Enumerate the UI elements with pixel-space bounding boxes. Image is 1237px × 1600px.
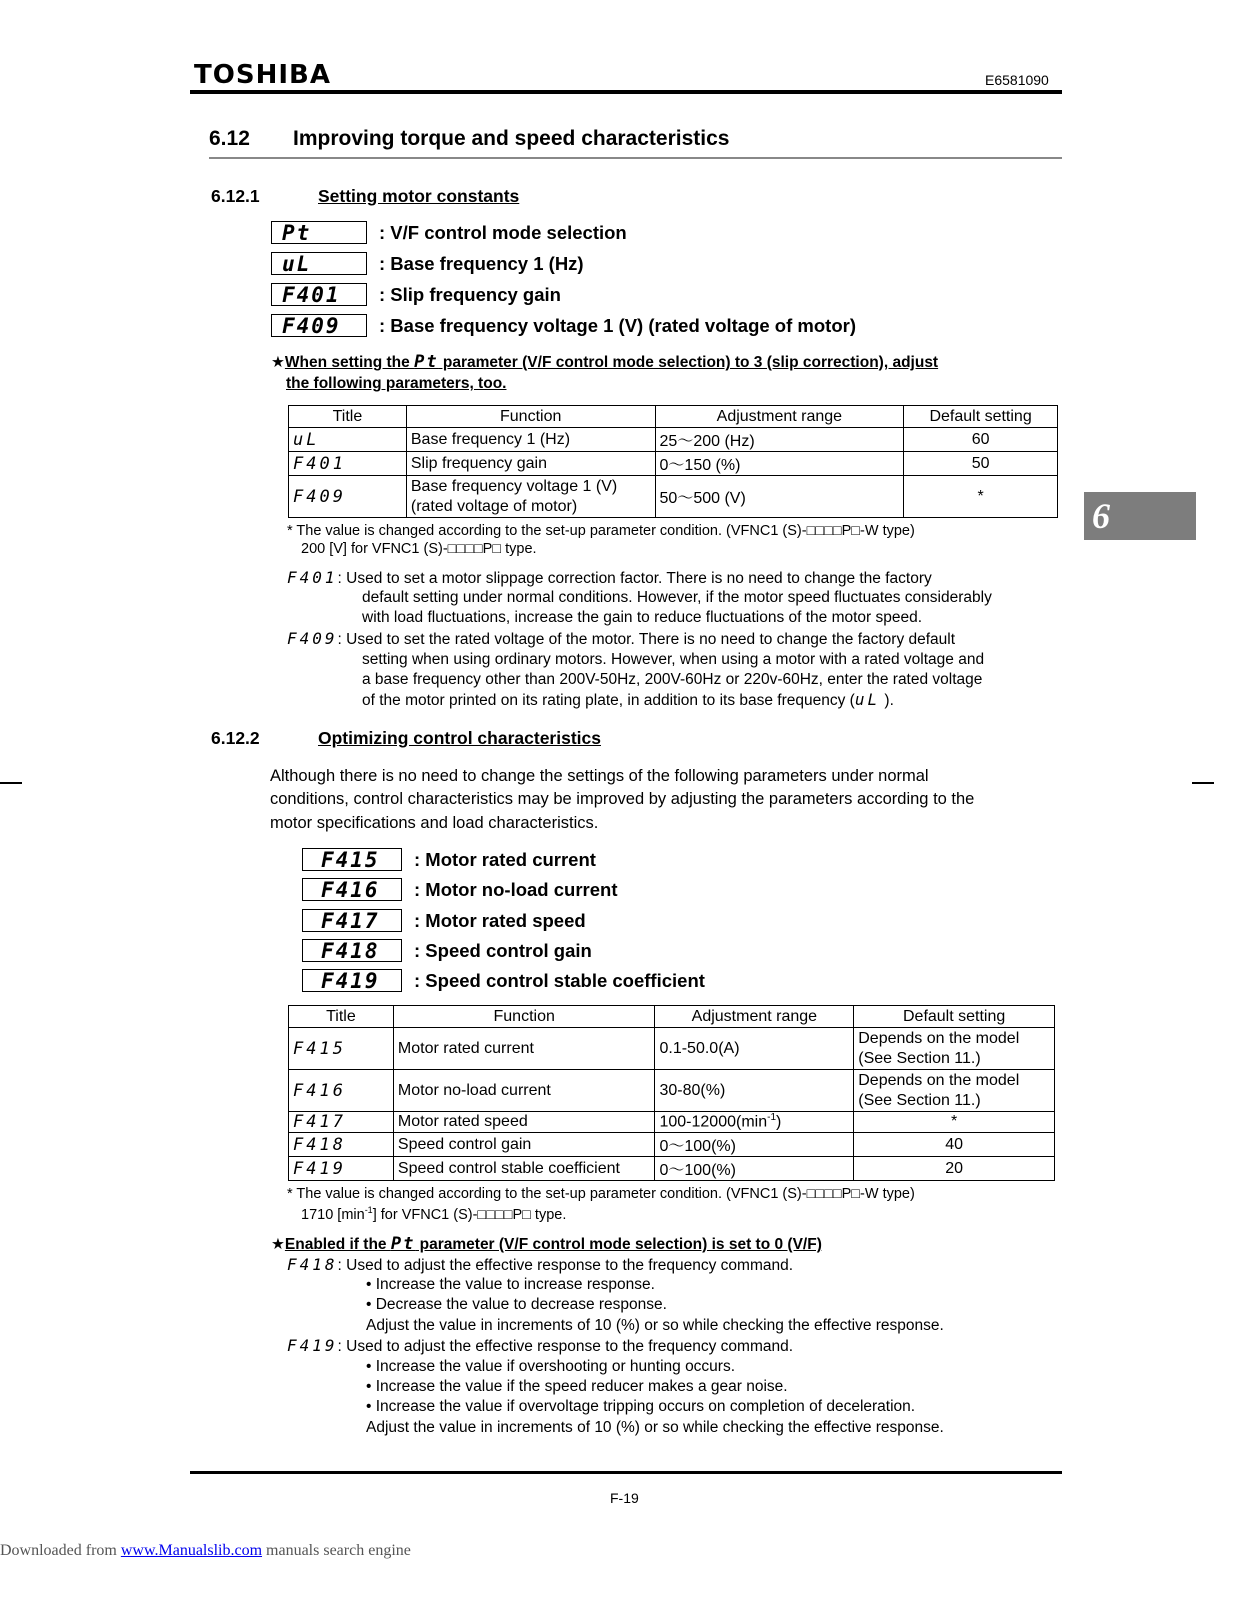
table-cell-function: Slip frequency gain [406,452,655,476]
desc-code: F401 [287,568,338,587]
desc-bullet: • Increase the value to increase response. [366,1276,655,1293]
star-note-post: parameter (V/F control mode selection) to 3 (slip correction), adjust [438,354,939,371]
param-label-pt: : V/F control mode selection [379,222,627,243]
table-cell-title: F417 [289,1112,394,1133]
table-cell-range: 50～500 (V) [655,476,904,518]
table-header: Title [289,406,407,428]
star-note-code: Pt [390,1234,416,1254]
desc-line: : Used to adjust the effective response to the frequency command. [337,1338,794,1355]
table-cell-function: Motor rated current [393,1028,655,1070]
section-number: 6.12 [209,127,250,150]
desc-line: default setting under normal conditions. However, if the motor speed fluctuates considerably [362,589,992,606]
table-header: Adjustment range [655,1006,854,1028]
param-code-pt: Pt [271,221,367,244]
desc-bullet: • Increase the value if the speed reducer makes a gear noise. [366,1378,788,1395]
table-row [289,1112,1055,1133]
star-icon: ★ [271,1236,285,1253]
table-row [289,428,1058,452]
download-footer [0,1542,411,1560]
subsection-heading-2 [211,728,601,749]
table-cell-title: F418 [289,1133,394,1157]
param-label-f418: : Speed control gain [414,940,592,961]
star-note-1-line2: the following parameters, too. [286,375,507,392]
table-row [289,452,1058,476]
table-cell-default [854,1070,1055,1112]
footnote-2-line2 [301,1205,566,1223]
param-code-f401: F401 [271,283,367,306]
table-header: Default setting [904,406,1058,428]
subsection-number: 6.12.2 [211,728,260,748]
desc-f409 [287,629,955,650]
default-line: (See Section 11.) [858,1049,981,1067]
subsection-title: Setting motor constants [318,186,520,206]
range-sup: -1 [767,1112,777,1124]
table-header: Title [289,1006,394,1028]
table-cell-range: 25～200 (Hz) [655,428,904,452]
table-cell-range [655,1112,854,1133]
intro-paragraph [270,765,974,835]
intro-line: motor specifications and load characteristics. [270,813,599,832]
function-line: Base frequency voltage 1 (V) [410,477,618,495]
control-characteristics-table [288,1005,1055,1181]
header-rule [190,90,1062,94]
crop-mark-left [0,782,22,784]
table-header-row [289,1006,1055,1028]
intro-line: conditions, control characteristics may be improved by adjusting the parameters according to the [270,790,975,809]
table-row [289,1028,1055,1070]
desc-f418 [287,1255,793,1276]
param-label-f416: : Motor no-load current [414,879,618,900]
table-cell-function: Base frequency 1 (Hz) [406,428,655,452]
table-cell-title: F416 [289,1070,394,1112]
table-row [289,1133,1055,1157]
subsection-heading-1 [211,186,519,207]
param-code-f409: F409 [271,314,367,337]
table-cell-title: F415 [289,1028,394,1070]
table-cell-default [854,1028,1055,1070]
table-header-row [289,406,1058,428]
page-number: F-19 [610,1490,639,1506]
default-line: Depends on the model [858,1071,1020,1089]
table-header: Function [406,406,655,428]
table-cell-range: 0～100(%) [655,1157,854,1181]
desc-bullet: • Increase the value if overshooting or hunting occurs. [366,1358,736,1375]
download-text: manuals search engine [262,1542,411,1559]
desc-line: setting when using ordinary motors. However, when using a motor with a rated voltage and [362,651,985,668]
param-code-f416: F416 [302,878,402,901]
subsection-number: 6.12.1 [211,186,260,206]
crop-mark-right [1192,782,1214,784]
range-text: 100-12000(min [659,1113,768,1131]
footer-rule [190,1471,1062,1474]
download-text: Downloaded from [0,1542,121,1559]
manualslib-link[interactable]: www.Manualslib.com [120,1542,263,1559]
desc-code: F409 [287,629,338,648]
table-cell-function [406,476,655,518]
desc-line: Adjust the value in increments of 10 (%) or so while checking the effective response. [366,1419,944,1436]
star-note-code: Pt [414,352,439,372]
table-row [289,1157,1055,1181]
table-cell-range: 0～150 (%) [655,452,904,476]
star-icon: ★ [271,354,285,371]
desc-bullet: • Increase the value if overvoltage tripping occurs on completion of deceleration. [366,1398,916,1415]
intro-line: Although there is no need to change the settings of the following parameters under normal [270,767,929,785]
footnote-1-line2: 200 [V] for VFNC1 (S)-□□□□P□ type. [301,541,537,557]
footnote-text: ] for VFNC1 (S)-□□□□P□ type. [372,1206,567,1223]
star-note-1 [271,352,938,372]
desc-f419 [287,1336,793,1357]
param-code-f419: F419 [302,969,402,992]
desc-line-last [362,690,894,711]
param-label-f409: : Base frequency voltage 1 (V) (rated voltage of motor) [379,315,856,336]
param-code-f415: F415 [302,848,402,871]
desc-line: of the motor printed on its rating plate, in addition to its base frequency ( [362,692,855,709]
star-note-post: parameter (V/F control mode selection) is set to 0 (V/F) [415,1236,822,1253]
desc-line: with load fluctuations, increase the gain to reduce fluctuations of the motor speed. [362,609,923,626]
desc-tail: ). [880,692,894,709]
table-cell-title: uL [289,428,407,452]
range-tail: ) [776,1113,782,1131]
table-cell-range: 0～100(%) [655,1133,854,1157]
table-cell-function: Speed control gain [393,1133,655,1157]
param-label-f415: : Motor rated current [414,849,596,870]
footnote-sup: -1 [364,1205,373,1215]
default-line: (See Section 11.) [858,1091,981,1109]
desc-line: Adjust the value in increments of 10 (%) or so while checking the effective response. [366,1317,944,1334]
desc-line: : Used to adjust the effective response to the frequency command. [337,1257,794,1274]
table-cell-default: 20 [854,1157,1055,1181]
desc-code: F418 [287,1255,338,1274]
table-header: Adjustment range [655,406,904,428]
chapter-tab: 6 [1084,492,1196,540]
table-cell-default: 50 [904,452,1058,476]
table-cell-title: F409 [289,476,407,518]
param-code-f418: F418 [302,939,402,962]
toshiba-logo: TOSHIBA [194,60,331,90]
section-rule [209,157,1062,159]
section-heading [209,127,729,151]
table-header: Default setting [854,1006,1055,1028]
desc-line: : Used to set a motor slippage correction factor. There is no need to change the factory [337,570,932,587]
desc-line: a base frequency other than 200V-50Hz, 200V-60Hz or 220v-60Hz, enter the rated voltage [362,671,983,688]
param-label-f401: : Slip frequency gain [379,284,561,305]
table-cell-range: 30-80(%) [655,1070,854,1112]
desc-f401 [287,568,932,589]
table-cell-default: * [904,476,1058,518]
param-label-ul: : Base frequency 1 (Hz) [379,253,584,274]
star-note-pre: When setting the [284,354,415,371]
function-line: (rated voltage of motor) [410,497,578,515]
table-cell-function: Motor rated speed [393,1112,655,1133]
subsection-title: Optimizing control characteristics [318,728,601,748]
table-cell-title: F401 [289,452,407,476]
table-cell-title: F419 [289,1157,394,1181]
star-note-2 [271,1234,822,1254]
desc-line: : Used to set the rated voltage of the motor. There is no need to change the factory default [337,631,956,648]
footnote-text: 1710 [min [301,1206,365,1223]
table-cell-function: Motor no-load current [393,1070,655,1112]
table-cell-range: 0.1-50.0(A) [655,1028,854,1070]
table-cell-default: * [854,1112,1055,1133]
table-row [289,1070,1055,1112]
table-cell-default: 60 [904,428,1058,452]
footnote-2: * The value is changed according to the set-up parameter condition. (VFNC1 (S)-□□□□P□-W type) [287,1186,915,1202]
table-cell-default: 40 [854,1133,1055,1157]
default-line: Depends on the model [858,1029,1020,1047]
param-code-ul: uL [271,252,367,275]
desc-bullet: • Decrease the value to decrease response. [366,1296,667,1313]
desc-code: F419 [287,1336,338,1355]
param-code-f417: F417 [302,909,402,932]
table-cell-function: Speed control stable coefficient [393,1157,655,1181]
param-label-f417: : Motor rated speed [414,910,586,931]
table-header: Function [393,1006,655,1028]
section-title: Improving torque and speed characteristics [293,127,730,150]
star-note-pre: Enabled if the [284,1236,391,1253]
table-row [289,476,1058,518]
document-number: E6581090 [985,72,1049,88]
motor-constants-table [288,405,1058,518]
desc-inline-code: uL [854,690,881,709]
footnote-1: * The value is changed according to the set-up parameter condition. (VFNC1 (S)-□□□□P□-W type) [287,523,915,539]
param-label-f419: : Speed control stable coefficient [414,970,705,991]
